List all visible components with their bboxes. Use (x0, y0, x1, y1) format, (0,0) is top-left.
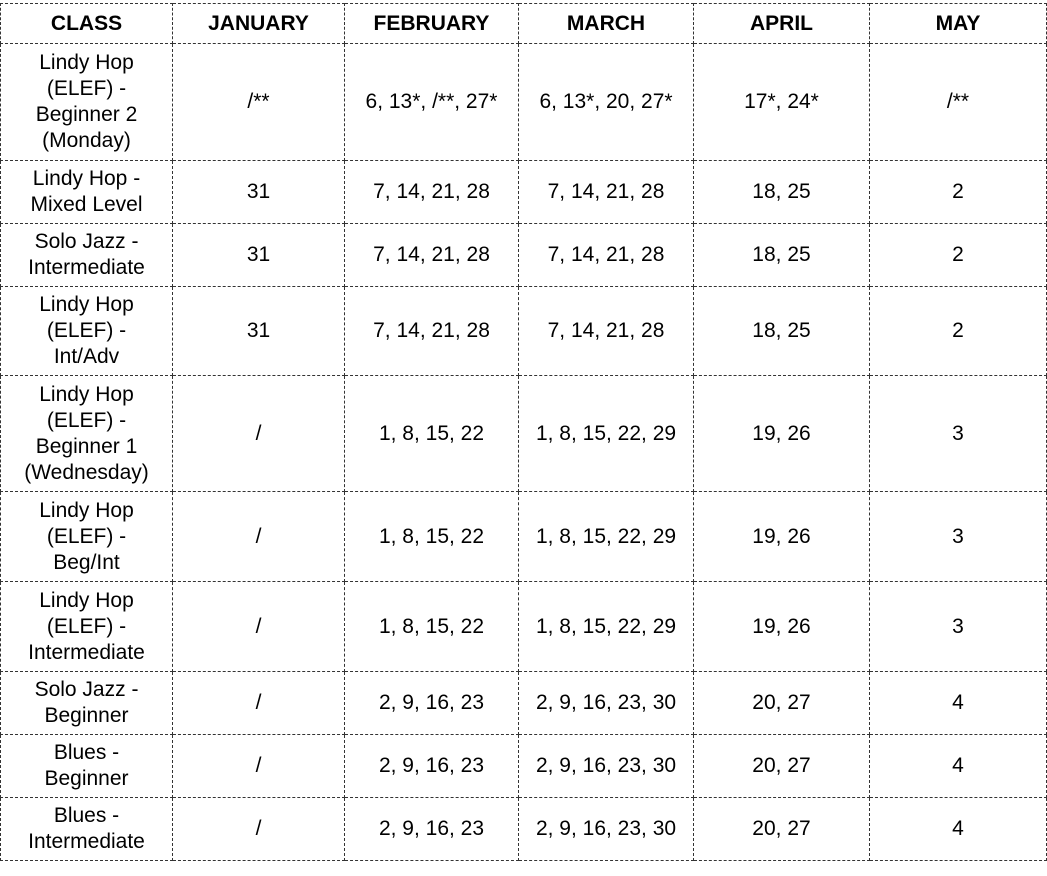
january-cell: 31 (173, 287, 345, 376)
march-cell: 7, 14, 21, 28 (519, 224, 694, 287)
table-row (1, 798, 1047, 861)
january-cell: / (173, 492, 345, 582)
table-row (1, 582, 1047, 672)
march-cell: 2, 9, 16, 23, 30 (519, 735, 694, 798)
table-row (1, 287, 1047, 376)
class-name-line: Blues - (53, 741, 120, 764)
class-name-line: (Wednesday) (24, 460, 149, 484)
header-february: FEBRUARY (345, 4, 519, 44)
class-name-cell (1, 161, 173, 224)
class-name-line: (ELEF) - (46, 614, 127, 638)
february-cell: 2, 9, 16, 23 (345, 672, 519, 735)
march-cell: 7, 14, 21, 28 (519, 161, 694, 224)
april-cell: 18, 25 (694, 224, 870, 287)
header-row (1, 4, 1047, 44)
class-name-cell (1, 672, 173, 735)
april-cell: 18, 25 (694, 287, 870, 376)
class-name-line: Lindy Hop (39, 498, 134, 522)
january-cell: / (173, 672, 345, 735)
class-name-line: Intermediate (28, 256, 145, 279)
class-name-line: Beginner (44, 704, 129, 727)
table-row (1, 161, 1047, 224)
class-name-line: Int/Adv (53, 345, 120, 368)
table-row (1, 672, 1047, 735)
class-name-line: Blues - (53, 804, 120, 827)
class-name-line: Solo Jazz - (34, 230, 139, 253)
february-cell: 1, 8, 15, 22 (345, 492, 519, 582)
march-cell: 7, 14, 21, 28 (519, 287, 694, 376)
class-name-line: Lindy Hop (39, 293, 134, 316)
february-cell: 2, 9, 16, 23 (345, 798, 519, 861)
april-cell: 17*, 24* (694, 44, 870, 161)
february-cell: 7, 14, 21, 28 (345, 287, 519, 376)
april-cell: 20, 27 (694, 735, 870, 798)
header-march: MARCH (519, 4, 694, 44)
class-name-line: Solo Jazz - (34, 678, 139, 701)
february-cell: 2, 9, 16, 23 (345, 735, 519, 798)
class-name-cell (1, 798, 173, 861)
march-cell: 2, 9, 16, 23, 30 (519, 798, 694, 861)
may-cell: 4 (870, 798, 1047, 861)
table-row (1, 735, 1047, 798)
class-name-cell (1, 44, 173, 161)
april-cell: 20, 27 (694, 798, 870, 861)
header-may: MAY (870, 4, 1047, 44)
february-cell: 1, 8, 15, 22 (345, 376, 519, 492)
class-name-line: Lindy Hop (39, 51, 134, 74)
class-name-line: Intermediate (28, 830, 145, 853)
march-cell: 1, 8, 15, 22, 29 (519, 376, 694, 492)
may-cell: 3 (870, 582, 1047, 672)
april-cell: 19, 26 (694, 376, 870, 492)
class-name-line: Lindy Hop - (32, 167, 141, 190)
class-name-line: (ELEF) - (46, 524, 127, 548)
may-cell: 2 (870, 224, 1047, 287)
class-name-cell (1, 492, 173, 582)
class-name-line: (ELEF) - (46, 77, 127, 100)
may-cell: 3 (870, 492, 1047, 582)
class-name-line: Lindy Hop (39, 382, 134, 406)
class-name-line: Mixed Level (30, 193, 143, 216)
march-cell: 1, 8, 15, 22, 29 (519, 492, 694, 582)
header-april: APRIL (694, 4, 870, 44)
february-cell: 1, 8, 15, 22 (345, 582, 519, 672)
may-cell: /** (870, 44, 1047, 161)
january-cell: 31 (173, 224, 345, 287)
may-cell: 3 (870, 376, 1047, 492)
april-cell: 20, 27 (694, 672, 870, 735)
class-name-line: Beg/Int (53, 550, 120, 574)
class-name-line: (Monday) (42, 129, 131, 152)
march-cell: 2, 9, 16, 23, 30 (519, 672, 694, 735)
class-schedule-table (0, 3, 1047, 861)
class-name-cell (1, 376, 173, 492)
class-name-cell (1, 224, 173, 287)
class-name-cell (1, 735, 173, 798)
class-name-line: Beginner 2 (35, 103, 138, 126)
table-row (1, 376, 1047, 492)
class-name-cell (1, 287, 173, 376)
header-class: CLASS (1, 4, 173, 44)
february-cell: 7, 14, 21, 28 (345, 224, 519, 287)
april-cell: 19, 26 (694, 492, 870, 582)
february-cell: 7, 14, 21, 28 (345, 161, 519, 224)
january-cell: /** (173, 44, 345, 161)
february-cell: 6, 13*, /**, 27* (345, 44, 519, 161)
march-cell: 1, 8, 15, 22, 29 (519, 582, 694, 672)
may-cell: 2 (870, 161, 1047, 224)
table-row (1, 44, 1047, 161)
january-cell: / (173, 798, 345, 861)
class-name-cell (1, 582, 173, 672)
class-name-line: Beginner (44, 767, 129, 790)
april-cell: 19, 26 (694, 582, 870, 672)
class-name-line: (ELEF) - (46, 319, 127, 342)
may-cell: 4 (870, 672, 1047, 735)
class-name-line: Intermediate (28, 640, 145, 664)
table-row (1, 224, 1047, 287)
may-cell: 2 (870, 287, 1047, 376)
april-cell: 18, 25 (694, 161, 870, 224)
january-cell: / (173, 376, 345, 492)
header-january: JANUARY (173, 4, 345, 44)
january-cell: / (173, 582, 345, 672)
january-cell: / (173, 735, 345, 798)
class-name-line: Lindy Hop (39, 588, 134, 612)
table-row (1, 492, 1047, 582)
class-name-line: Beginner 1 (35, 434, 138, 458)
may-cell: 4 (870, 735, 1047, 798)
class-name-line: (ELEF) - (46, 408, 127, 432)
march-cell: 6, 13*, 20, 27* (519, 44, 694, 161)
january-cell: 31 (173, 161, 345, 224)
